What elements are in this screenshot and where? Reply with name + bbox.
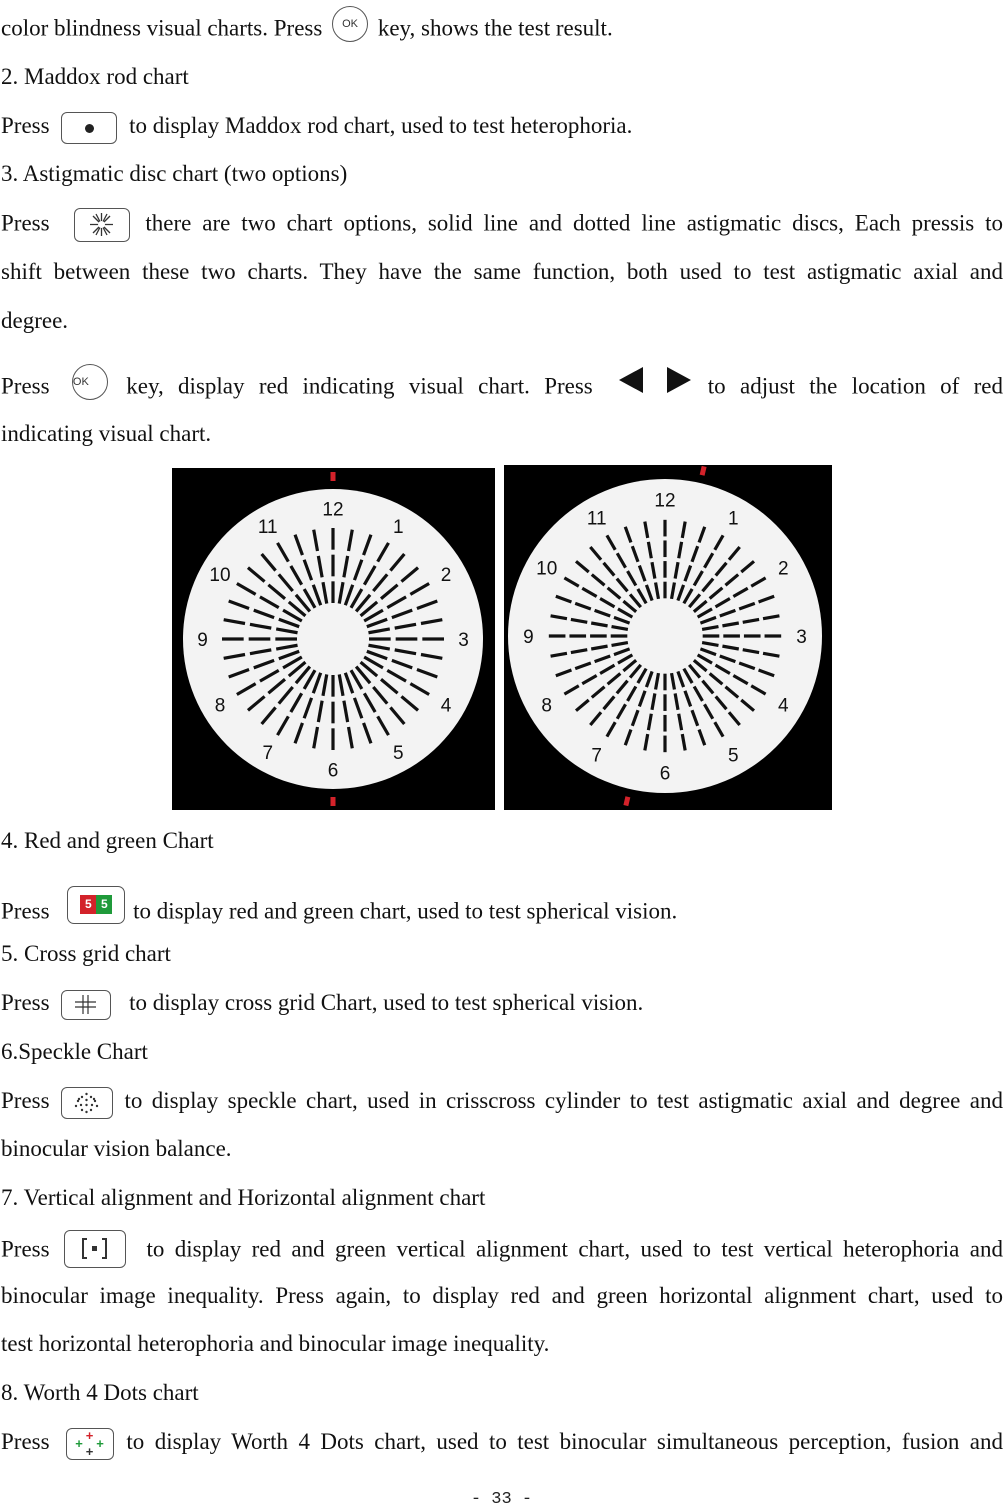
dial-number: 4 (778, 695, 789, 717)
dial-number: 11 (586, 508, 607, 530)
speckle-dot (91, 1104, 93, 1106)
svg-text:+: + (75, 1435, 83, 1451)
dial-number: 3 (458, 630, 469, 651)
dial-number: 4 (440, 695, 452, 717)
dial-number: 5 (728, 745, 739, 767)
section-heading: 5. Cross grid chart (1, 941, 171, 966)
dial-number: 7 (591, 745, 602, 767)
speckle-dot (90, 1109, 92, 1111)
dial-number: 1 (728, 508, 739, 530)
dial-number: 9 (523, 627, 534, 648)
dotted-line-dial (504, 465, 832, 810)
text-line: test horizontal heterophoria and binocular image inequality. (1, 1331, 550, 1356)
red-green-button-icon: 5 5 (67, 886, 125, 924)
dial-number: 9 (197, 630, 208, 651)
page-number: - 33 - (470, 1490, 533, 1509)
speckle-dot (85, 1104, 87, 1106)
dial-number: 6 (327, 760, 339, 782)
worth-4-dots-button-icon (66, 1428, 114, 1460)
dial-number: 10 (209, 564, 231, 586)
text-line: color blindness visual charts. Press OK key, shows the test result. (1, 12, 1003, 48)
section-heading: 3. Astigmatic disc chart (two options) (1, 161, 348, 186)
ok-key-icon: OK (332, 6, 368, 42)
section-heading: 8. Worth 4 Dots chart (1, 1380, 199, 1405)
dial-number: 12 (322, 499, 344, 521)
text-line: Press + + + + to display Worth 4 Dots chart, used to test binocular simultaneous perception, fusion and (1, 1428, 1003, 1458)
speckle-dot (81, 1109, 83, 1111)
svg-text:+: + (85, 1443, 94, 1458)
right-arrow-icon (665, 365, 693, 403)
dial-number: 11 (257, 516, 278, 538)
text-line: Press to display Maddox rod chart, used to test heterophoria. (1, 111, 1003, 144)
dial-number: 8 (214, 695, 226, 717)
svg-text:+: + (85, 1428, 94, 1443)
text-line: Press to display speckle chart, used in crisscross cylinder to test astigmatic axial and degree and (1, 1086, 1003, 1119)
svg-text:+: + (96, 1435, 104, 1451)
speckle-dot (85, 1111, 87, 1113)
text-line: shift between these two charts. They have the same function, both used to test astigmatic axial and (1, 259, 1003, 284)
speckle-dot (75, 1105, 77, 1107)
left-arrow-icon (617, 365, 645, 403)
section-heading: 2. Maddox rod chart (1, 64, 189, 89)
text-line: binocular vision balance. (1, 1136, 232, 1161)
dial-number: 6 (659, 763, 671, 785)
dial-number: 1 (392, 516, 404, 538)
speckle-dot (85, 1093, 87, 1095)
speckle-dot (80, 1104, 82, 1106)
text-line: indicating visual chart. (1, 421, 212, 446)
ok-key-icon: OK (72, 364, 108, 400)
speckle-dot (81, 1096, 83, 1098)
text-line: Press to display cross grid Chart, used to test spherical vision. (1, 988, 1003, 1020)
speckle-dot (96, 1105, 98, 1107)
dial-number: 3 (796, 627, 807, 648)
text-line: binocular image inequality. Press again, to display red and green horizontal alignment chart, used to (1, 1283, 1003, 1308)
section-heading: 6.Speckle Chart (1, 1039, 148, 1064)
solid-line-dial (172, 468, 495, 810)
cross-grid-button-icon (61, 990, 111, 1020)
dial-number: 7 (262, 743, 274, 765)
speckle-dot (78, 1098, 80, 1100)
text-line: degree. (1, 308, 69, 333)
speckle-dot (90, 1096, 92, 1098)
speckle-dot (85, 1099, 87, 1101)
dial-number: 2 (778, 558, 789, 580)
speckle-dot (93, 1098, 95, 1100)
text-line: Press OK key, display red indicating visual chart. Press to adjust the location of red (1, 369, 1003, 407)
red-indicator-marker (626, 797, 628, 806)
text-line: Press there are two chart options, solid line and dotted line astigmatic discs, Each pressis to (1, 208, 1003, 242)
text-line: Press 5 5 to display red and green chart, used to test spherical vision. (1, 894, 1003, 932)
dial-number: 2 (440, 564, 452, 586)
speckle-button-icon (61, 1087, 113, 1119)
red-indicator-marker (702, 466, 704, 475)
dial-number: 5 (392, 743, 404, 765)
alignment-button-icon (64, 1230, 126, 1268)
dial-number: 10 (536, 558, 558, 580)
dial-number: 12 (654, 490, 676, 512)
section-heading: 4. Red and green Chart (1, 828, 214, 853)
dotted-astigmatic-disc-chart (504, 465, 832, 810)
maddox-rod-button-icon (61, 112, 117, 144)
dial-number: 8 (541, 695, 552, 717)
section-heading: 7. Vertical alignment and Horizontal alignment chart (1, 1185, 486, 1210)
solid-astigmatic-disc-chart (172, 468, 495, 810)
text-line: Press to display red and green vertical alignment chart, used to test vertical heterophoria and (1, 1232, 1003, 1270)
astigmatic-disc-button-icon (74, 208, 130, 242)
